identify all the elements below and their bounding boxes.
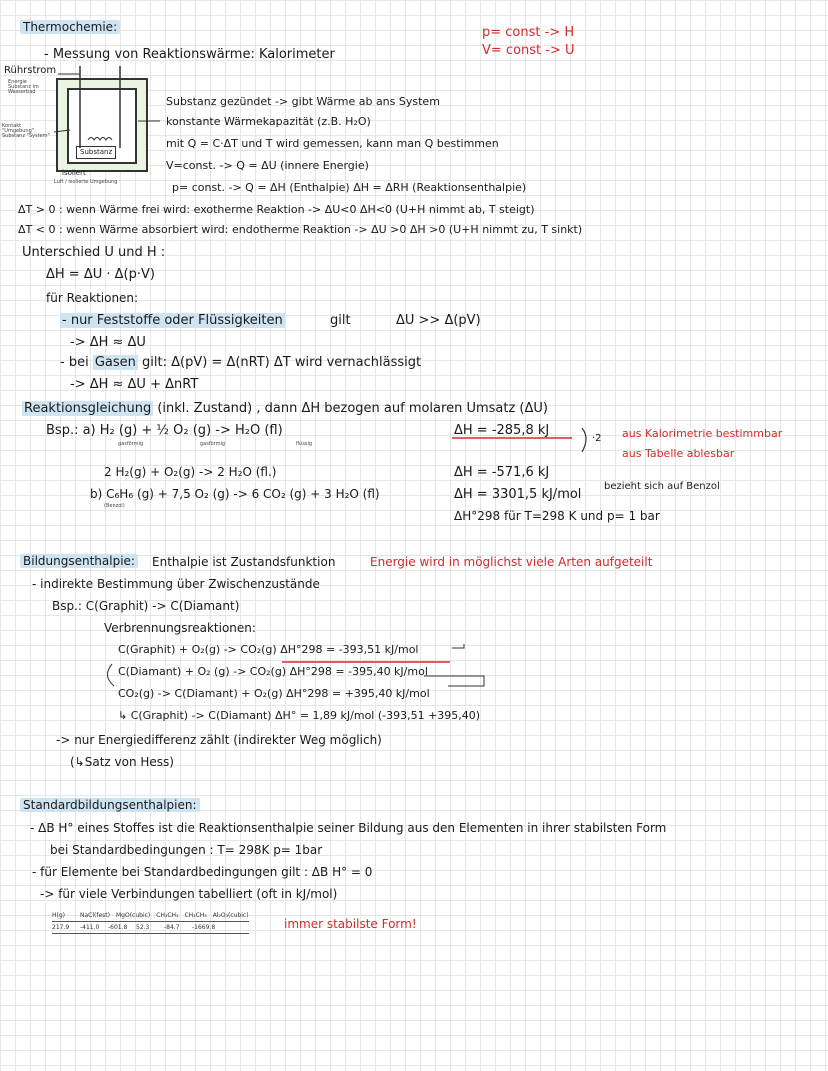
solids-result: -> ΔH ≈ ΔU — [70, 335, 146, 350]
isoliert-note: Luft / isolierte Umgebung — [54, 179, 118, 185]
table-header-row — [52, 912, 249, 919]
note-4: V=const. -> Q = ΔU (innere Energie) — [166, 159, 369, 172]
small-note-b: Kontakt "Umgebung" Substanz "System" — [2, 123, 50, 139]
standard-line-3: - für Elemente bei Standardbedingungen gilt : ΔB H° = 0 — [32, 865, 373, 879]
table-header: H(g) — [52, 912, 66, 919]
example-a: Bsp.: a) H₂ (g) + ½ O₂ (g) -> H₂O (fl) — [46, 423, 283, 438]
standard-heading: Standardbildungsenthalpien: — [20, 798, 200, 812]
reaction-1: C(Graphit) + O₂(g) -> CO₂(g) ΔH°298 = -393,51 kJ/mol — [118, 643, 419, 656]
exo-line: ΔT > 0 : wenn Wärme frei wird: exotherme Reaktion -> ΔU<0 ΔH<0 (U+H nimmt ab, T steigt) — [18, 203, 535, 216]
gases-line — [60, 356, 421, 369]
state-function: Enthalpie ist Zustandsfunktion — [152, 555, 336, 569]
reaction-2: C(Diamant) + O₂ (g) -> CO₂(g) ΔH°298 = -395,40 kJ/mol — [118, 665, 428, 678]
enthalpy-table — [52, 912, 249, 934]
page-title: Thermochemie: — [20, 20, 120, 34]
endo-line: ΔT < 0 : wenn Wärme absorbiert wird: endotherme Reaktion -> ΔU >0 ΔH >0 (U+H nimmt zu, T sinkt) — [18, 223, 583, 236]
table-header: NaCl(fest) — [80, 912, 110, 919]
p-const-note: p= const -> H — [482, 25, 575, 40]
example-diamond: Bsp.: C(Graphit) -> C(Diamant) — [52, 599, 240, 613]
table-header: Al₂O₃(cubic) — [212, 912, 249, 919]
table-cell: -411.0 — [80, 924, 100, 931]
solids-text: - nur Feststoffe oder Flüssigkeiten — [62, 313, 283, 328]
substance-box: Substanz — [76, 146, 116, 159]
example-a-sub2: gasförmig — [200, 441, 226, 447]
small-note-a: Energie Substanz im Wasserbad — [8, 79, 39, 95]
gases-rest: gilt: Δ(pV) = Δ(nRT) ΔT wird vernachlässigt — [142, 355, 422, 370]
table-header: MgO(cubic) — [116, 912, 151, 919]
gases-prefix: - bei — [60, 355, 89, 370]
solids-relation: ΔU >> Δ(pV) — [396, 313, 481, 328]
note-3: mit Q = C·ΔT und T wird gemessen, kann man Q bestimmen — [166, 137, 499, 150]
table-cell: -601.8 — [108, 924, 128, 931]
solids-line — [60, 314, 285, 327]
reaction-heading-rest: (inkl. Zustand) , dann ΔH bezogen auf molaren Umsatz (ΔU) — [153, 401, 548, 416]
reaction-4: ↳ C(Graphit) -> C(Diamant) ΔH° = 1,89 kJ/mol (-393,51 +395,40) — [118, 709, 481, 722]
example-a2: 2 H₂(g) + O₂(g) -> 2 H₂O (fl.) — [104, 465, 277, 479]
example-b-sub: (Benzol) — [104, 503, 125, 509]
standard-line-1: - ΔB H° eines Stoffes ist die Reaktionsenthalpie seiner Bildung aus den Elementen in ihrer stabilsten Form — [30, 821, 667, 835]
measurement-line: - Messung von Reaktionswärme: Kalorimeter — [44, 47, 335, 62]
standard-line-4: -> für viele Verbindungen tabelliert (oft in kJ/mol) — [40, 887, 338, 901]
note-5: p= const. -> Q = ΔH (Enthalpie) ΔH = ΔRH (Reaktionsenthalpie) — [172, 181, 527, 194]
gases-result: -> ΔH ≈ ΔU + ΔnRT — [70, 377, 199, 392]
combustion-heading: Verbrennungsreaktionen: — [104, 621, 256, 635]
side-note-calorimetry: aus Kalorimetrie bestimmbar — [622, 427, 783, 440]
example-a-sub1: gasförmig — [118, 441, 144, 447]
side-note-table: aus Tabelle ablesbar — [622, 447, 735, 460]
only-difference: -> nur Energiedifferenz zählt (indirekter Weg möglich) — [56, 733, 382, 747]
reaction-3: CO₂(g) -> C(Diamant) + O₂(g) ΔH°298 = +395,40 kJ/mol — [118, 687, 430, 700]
note-2: konstante Wärmekapazität (z.B. H₂O) — [166, 115, 371, 128]
standard-line-2: bei Standardbedingungen : T= 298K p= 1bar — [50, 843, 323, 857]
table-cell: -1669.8 — [192, 924, 216, 931]
example-a-sub3: flüssig — [296, 441, 313, 447]
v-const-note: V= const -> U — [482, 43, 575, 58]
stable-note: immer stabilste Form! — [284, 917, 417, 931]
note-1: Substanz gezündet -> gibt Wärme ab ans System — [166, 95, 440, 108]
example-a-value: ΔH = -285,8 kJ — [454, 423, 550, 438]
gilt-word: gilt — [330, 313, 351, 328]
table-value-row — [52, 921, 249, 934]
table-cell: -84.7 — [164, 924, 180, 931]
times-two: ·2 — [592, 433, 602, 444]
benzol-note: bezieht sich auf Benzol — [604, 481, 720, 492]
reaction-heading — [22, 402, 548, 415]
formation-heading: Bildungsenthalpie: — [20, 554, 138, 568]
difference-heading: Unterschied U und H : — [22, 245, 166, 260]
table-cell: 52.3 — [136, 924, 150, 931]
stirrer-label: Rührstrom — [4, 65, 57, 76]
example-b-value: ΔH = 3301,5 kJ/mol — [454, 487, 582, 502]
table-header: CH₃CH₃ — [184, 912, 207, 919]
isoliert-label: isoliert — [62, 169, 86, 177]
hess-law: (↳Satz von Hess) — [70, 755, 174, 769]
standard-note: ΔH°298 für T=298 K und p= 1 bar — [454, 509, 660, 523]
example-b: b) C₆H₆ (g) + 7,5 O₂ (g) -> 6 CO₂ (g) + 3 H₂O (fl) — [90, 487, 380, 501]
energy-note: Energie wird in möglichst viele Arten aufgeteilt — [370, 555, 653, 569]
example-a2-value: ΔH = -571,6 kJ — [454, 465, 550, 480]
table-cell: 217.9 — [52, 924, 70, 931]
reaction-heading-word: Reaktionsgleichung — [24, 401, 152, 416]
indirect-line: - indirekte Bestimmung über Zwischenzustände — [32, 577, 320, 591]
gases-word: Gasen — [94, 355, 136, 370]
table-header: CH₃CH₃ — [156, 912, 179, 919]
difference-eq: ΔH = ΔU · Δ(p·V) — [46, 267, 155, 282]
for-reactions: für Reaktionen: — [46, 291, 139, 305]
